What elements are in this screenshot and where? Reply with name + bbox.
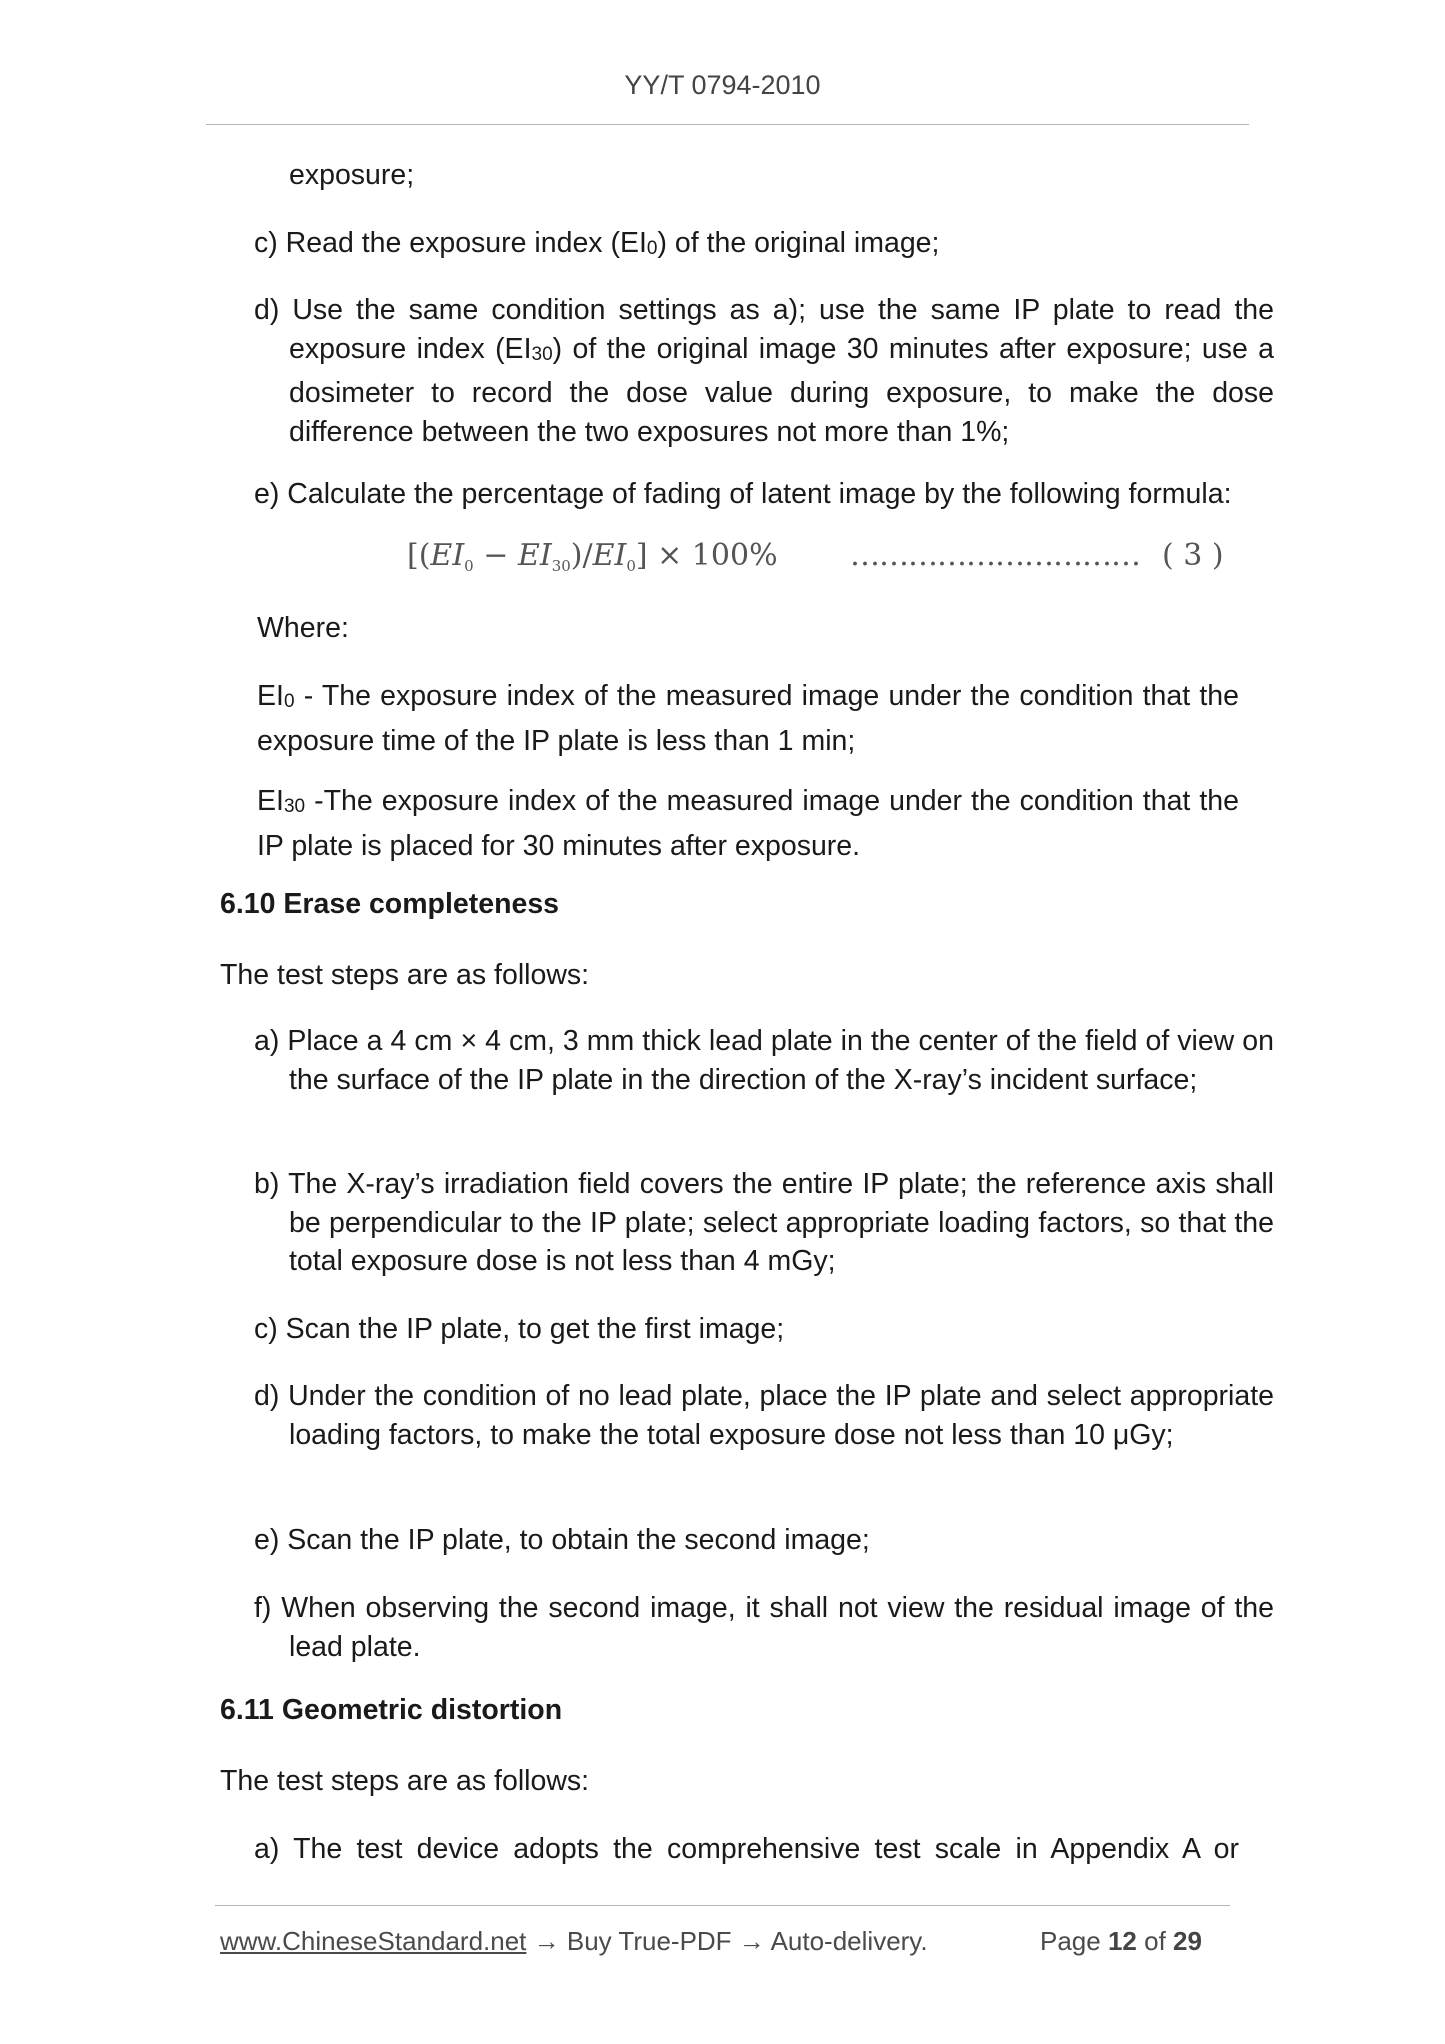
footer-site-link[interactable]: www.ChineseStandard.net bbox=[220, 1926, 527, 1956]
header-divider bbox=[206, 124, 1249, 125]
footer-promo bbox=[220, 1926, 928, 1957]
erase-step-f: f) When observing the second image, it shall not view the residual image of the lead plate. bbox=[254, 1592, 1274, 1663]
section-6-10-intro: The test steps are as follows: bbox=[220, 959, 590, 991]
erase-step-d: d) Under the condition of no lead plate, place the IP plate and select appropriate loading factors, to make the total exposure dose not less than 10 μGy; bbox=[254, 1380, 1274, 1451]
erase-step-c: c) Scan the IP plate, to get the first image; bbox=[254, 1313, 785, 1345]
section-6-11-intro: The test steps are as follows: bbox=[220, 1765, 590, 1797]
where-label: Where: bbox=[257, 612, 349, 644]
page-header: YY/T 0794-2010 bbox=[624, 70, 821, 100]
definition-ei0: EI0 - The exposure index of the measured image under the condition that the exposure time of the IP plate is less than 1 min; bbox=[257, 680, 1239, 757]
distortion-step-a: a) The test device adopts the comprehensive test scale in Appendix A or bbox=[254, 1833, 1239, 1865]
erase-step-e: e) Scan the IP plate, to obtain the second image; bbox=[254, 1524, 870, 1556]
fading-formula: $[(EI_0 - EI_{30})/EI_0] \times 100\%$ bbox=[407, 538, 778, 575]
formula-number: ( 3 ) bbox=[1162, 538, 1224, 573]
page-number: Page 12 of 29 bbox=[1040, 1926, 1202, 1956]
formula-leader-dots: ………………………… bbox=[850, 538, 1140, 573]
fading-step-c: c) Read the exposure index (EI0) of the original image; bbox=[254, 227, 940, 259]
footer-divider bbox=[215, 1905, 1230, 1906]
fading-step-d: d) Use the same condition settings as a); use the same IP plate to read the exposure index (EI30) of the original image 30 minutes after exposure; use a dosimeter to record the dose value during exposure, to make the dose difference between the two exposures not more than 1%; bbox=[254, 294, 1274, 448]
footer-promo-text: → Buy True-PDF → Auto-delivery. bbox=[526, 1926, 928, 1956]
erase-step-a: a) Place a 4 cm × 4 cm, 3 mm thick lead plate in the center of the field of view on the surface of the IP plate in the direction of the X-ray’s incident surface; bbox=[254, 1025, 1274, 1096]
definition-ei30: EI30 -The exposure index of the measured image under the condition that the IP plate is placed for 30 minutes after exposure. bbox=[257, 785, 1239, 862]
erase-step-b: b) The X-ray’s irradiation field covers the entire IP plate; the reference axis shall be perpendicular to the IP plate; select appropriate loading factors, so that the total exposure dose is not less than 4 mGy; bbox=[254, 1168, 1274, 1277]
continuation-text: exposure; bbox=[289, 159, 415, 191]
fading-step-e: e) Calculate the percentage of fading of latent image by the following formula: bbox=[254, 478, 1232, 510]
section-heading-6-10: 6.10 Erase completeness bbox=[220, 888, 560, 920]
section-heading-6-11: 6.11 Geometric distortion bbox=[220, 1694, 563, 1726]
